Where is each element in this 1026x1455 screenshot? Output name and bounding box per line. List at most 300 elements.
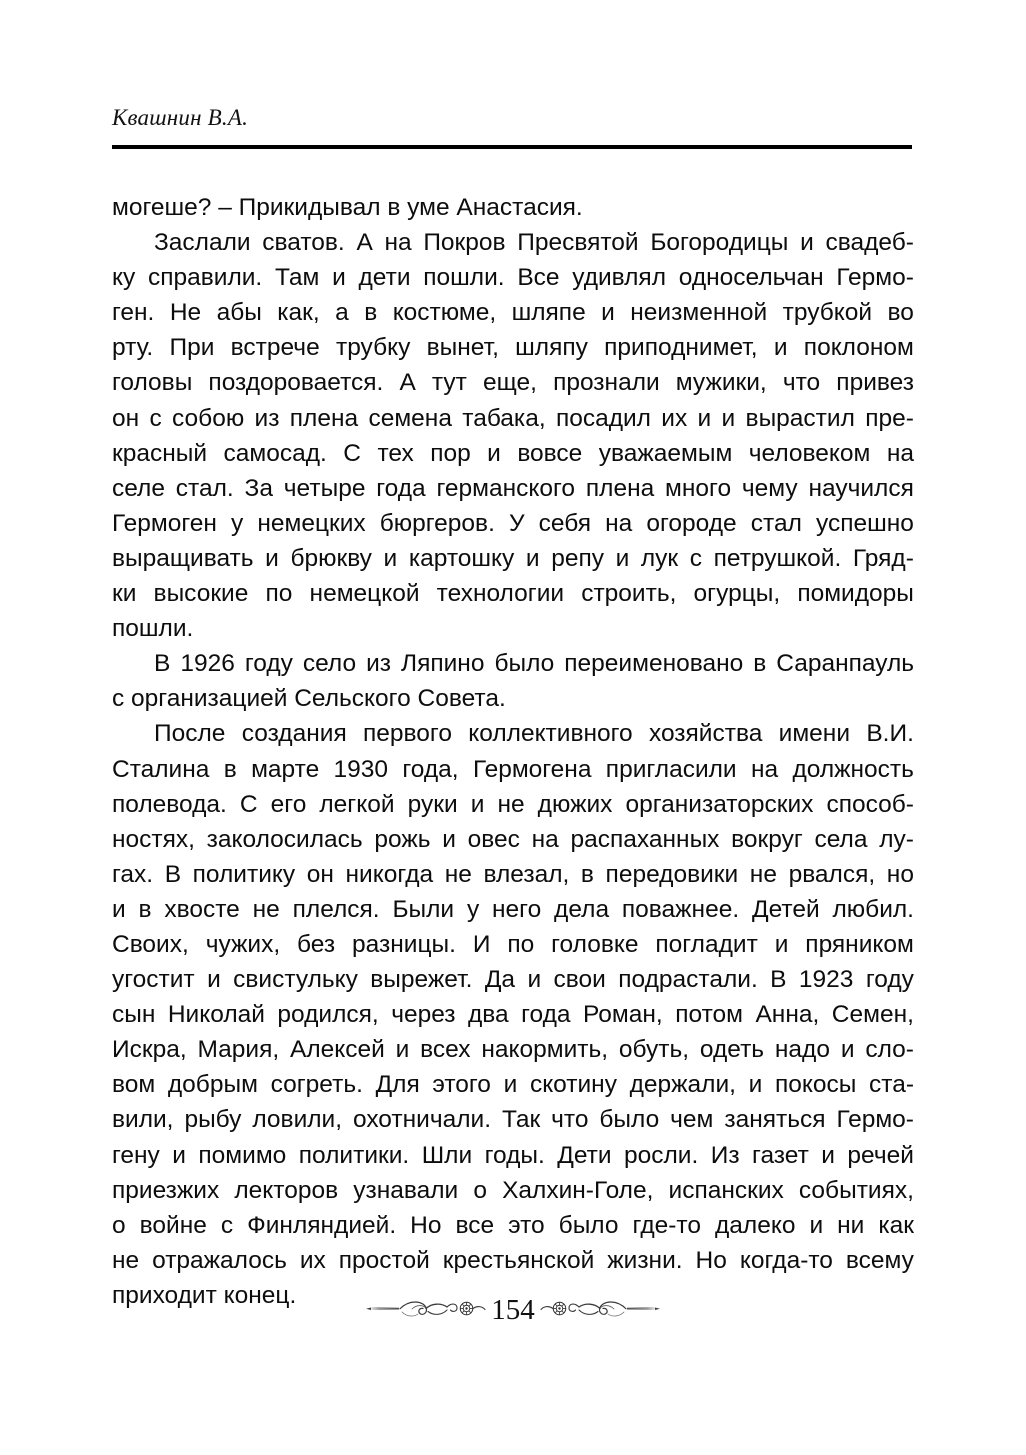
word: плелся.: [292, 895, 380, 923]
word: бюргеров.: [379, 509, 495, 537]
word: заняться: [724, 1106, 826, 1134]
word: крестьянской: [442, 1246, 595, 1274]
word: посадил: [555, 404, 651, 432]
word: и: [487, 439, 501, 467]
word: всему: [845, 1246, 914, 1274]
word: Детей: [751, 895, 820, 923]
word: из: [254, 404, 280, 432]
word: родился,: [277, 1001, 379, 1029]
word: Алексей: [290, 1036, 385, 1064]
word: два: [468, 1001, 509, 1029]
word: года: [376, 474, 426, 502]
text-line: [112, 401, 914, 436]
word: Были: [392, 895, 455, 923]
text-line: [112, 822, 914, 857]
word: это: [508, 1211, 545, 1239]
word: выращивать: [112, 544, 254, 572]
word: поздоровается.: [208, 369, 384, 397]
word: организаторских: [625, 790, 814, 818]
word: У: [508, 509, 525, 537]
word: картошку: [408, 544, 515, 572]
word: За: [244, 474, 273, 502]
word: сватов.: [262, 229, 345, 257]
word: Все: [517, 264, 560, 292]
word: ловили,: [252, 1106, 343, 1134]
word: Но: [410, 1211, 442, 1239]
word: Дети: [557, 1141, 612, 1169]
word: никогда: [345, 860, 434, 888]
word: технологии: [436, 580, 565, 608]
text-line: [112, 330, 914, 365]
word: и: [525, 544, 540, 572]
word: вырастил: [745, 404, 855, 432]
word: войне: [139, 1211, 207, 1239]
paragraph: [112, 225, 914, 646]
word: 1923: [798, 966, 854, 994]
word: строить,: [581, 580, 677, 608]
word: у: [466, 895, 480, 923]
word: При: [169, 334, 215, 362]
text-line: [112, 506, 914, 541]
word: коллективного: [468, 720, 633, 748]
word: трубку: [335, 334, 411, 362]
word: Заслали: [154, 229, 251, 257]
word: огурцы,: [693, 580, 781, 608]
word: уважаемым: [598, 439, 733, 467]
word: В: [154, 650, 171, 678]
word: ген.: [112, 299, 155, 327]
word: подрастали.: [618, 966, 758, 994]
word: Из: [710, 1141, 740, 1169]
word: способ-: [826, 790, 914, 818]
word: но: [886, 860, 914, 888]
word: событиях,: [798, 1176, 914, 1204]
word: успешно: [815, 509, 914, 537]
footer-ornament: [364, 1292, 662, 1326]
word: ностях,: [112, 825, 195, 853]
word: В: [164, 860, 182, 888]
word: Пресвятой: [517, 229, 639, 257]
word: село: [302, 650, 357, 678]
word: их: [299, 1246, 326, 1274]
word: ки: [112, 580, 137, 608]
word: имени: [778, 720, 851, 748]
word: росли.: [624, 1141, 699, 1169]
word: стал.: [175, 474, 234, 502]
word: на: [605, 509, 633, 537]
word: свои: [553, 966, 606, 994]
word: репу: [551, 544, 604, 572]
word: где-то: [632, 1211, 701, 1239]
word: лук: [640, 544, 679, 572]
word: было: [494, 650, 555, 678]
word: лу-: [879, 825, 914, 853]
word: рыбу: [184, 1106, 242, 1134]
text-line: [112, 997, 914, 1032]
text-line: [112, 471, 914, 506]
word: и: [503, 1071, 518, 1099]
word: и: [383, 544, 398, 572]
word: скотину: [529, 1071, 617, 1099]
word: Гермо-: [836, 1106, 914, 1134]
word: и: [800, 229, 814, 257]
word: табака,: [462, 404, 546, 432]
word: о: [473, 1176, 487, 1204]
word: и: [821, 1141, 835, 1169]
word: вырежет.: [370, 966, 473, 994]
word: красный: [112, 439, 208, 467]
word: пряником: [805, 930, 914, 958]
header-rule: [112, 145, 912, 149]
word: рту.: [112, 334, 154, 362]
word: держали,: [629, 1071, 736, 1099]
word: политику: [192, 860, 296, 888]
word: узнавали: [353, 1176, 459, 1204]
word: с: [149, 404, 162, 432]
word: дела: [554, 895, 610, 923]
word: годы.: [484, 1141, 545, 1169]
word: высокие: [153, 580, 249, 608]
word: В.И.: [866, 720, 914, 748]
word: и: [697, 404, 712, 432]
word: Богородицы: [650, 229, 789, 257]
word: шляпу: [515, 334, 588, 362]
word: помимо: [198, 1141, 287, 1169]
text-line: [112, 541, 914, 576]
word: на: [750, 755, 779, 783]
word: одеть: [699, 1036, 765, 1064]
text-line: [112, 1102, 914, 1137]
word: Искра,: [112, 1036, 187, 1064]
word: овес: [467, 825, 520, 853]
word: Не: [169, 299, 202, 327]
word: Николай: [167, 1001, 265, 1029]
word: году: [244, 650, 293, 678]
text-line: [112, 1067, 914, 1102]
word: газет: [752, 1141, 809, 1169]
word: трубкой: [782, 299, 873, 327]
word: и: [112, 895, 126, 923]
word: вили,: [112, 1106, 174, 1134]
running-head-author: Квашнин В.А.: [112, 105, 249, 130]
word: и: [615, 544, 630, 572]
word: себя: [538, 509, 592, 537]
word: Семен,: [831, 1001, 914, 1029]
word: его: [270, 790, 307, 818]
word: вынет,: [426, 334, 499, 362]
word: вом: [112, 1071, 156, 1099]
word: семена: [368, 404, 452, 432]
word: в: [138, 895, 152, 923]
word: чужих,: [205, 930, 281, 958]
word: году: [865, 966, 914, 994]
word: пре-: [865, 404, 914, 432]
word: и: [721, 404, 736, 432]
word: пошли.: [423, 264, 505, 292]
floral-flourish-left-icon: [364, 1292, 489, 1326]
word: и: [748, 1071, 763, 1099]
word: по: [265, 580, 293, 608]
word: как: [878, 1211, 914, 1239]
word: Финляндией.: [247, 1211, 397, 1239]
word: по: [507, 930, 535, 958]
word: Роман,: [583, 1001, 663, 1029]
word: Мария,: [197, 1036, 280, 1064]
word: охотничали.: [352, 1106, 492, 1134]
word: далеко: [715, 1211, 796, 1239]
word: много: [665, 474, 732, 502]
word: и: [774, 930, 789, 958]
word: испанских: [668, 1176, 784, 1204]
word: хозяйства: [648, 720, 763, 748]
text-line: [112, 225, 914, 260]
word: Гермогена: [472, 755, 592, 783]
word: сло-: [865, 1036, 914, 1064]
word: научился: [808, 474, 914, 502]
page-number: 154: [491, 1293, 535, 1326]
word: брюкву: [290, 544, 372, 572]
word: справили.: [147, 264, 263, 292]
word: В: [770, 966, 787, 994]
word: пригласили: [605, 755, 737, 783]
word: Там: [274, 264, 320, 292]
word: передовики: [605, 860, 739, 888]
text-line: [112, 1208, 914, 1243]
word: и: [601, 299, 615, 327]
word: А: [356, 229, 373, 257]
word: в: [364, 299, 378, 327]
word: С: [343, 439, 361, 467]
word: не: [749, 860, 777, 888]
word: человеком: [748, 439, 871, 467]
word: что: [782, 369, 821, 397]
floral-flourish-right-icon: [537, 1292, 662, 1326]
word: влезал,: [483, 860, 570, 888]
text-line: [112, 646, 914, 681]
word: было: [558, 1211, 619, 1239]
word: с: [220, 1211, 234, 1239]
word: приподнимет,: [604, 334, 758, 362]
word: руки: [407, 790, 458, 818]
word: и: [840, 1036, 855, 1064]
word: разницы.: [352, 930, 456, 958]
word: должность: [792, 755, 914, 783]
word: поважнее.: [621, 895, 740, 923]
text-line: [112, 1173, 914, 1208]
word: помидоры: [797, 580, 914, 608]
word: и: [442, 825, 456, 853]
word: приезжих: [112, 1176, 220, 1204]
word: дюжих: [537, 790, 613, 818]
word: все: [455, 1211, 495, 1239]
word: а: [335, 299, 349, 327]
word: и: [332, 264, 346, 292]
word: абы: [216, 299, 262, 327]
word: неизменной: [630, 299, 768, 327]
text-line: [112, 892, 914, 927]
word: не: [444, 860, 472, 888]
word: и: [265, 544, 279, 572]
word: Для: [375, 1071, 420, 1099]
word: и: [527, 966, 542, 994]
word: стал: [750, 509, 802, 537]
word: огороде: [646, 509, 737, 537]
running-head: [112, 103, 912, 133]
word: Анна,: [755, 1001, 820, 1029]
word: полевода.: [112, 790, 227, 818]
word: чем: [670, 1106, 714, 1134]
page-footer: [0, 1292, 1026, 1326]
word: Шли: [421, 1141, 473, 1169]
word: когда-то: [739, 1246, 833, 1274]
word: не: [112, 1246, 140, 1274]
word: Саранпауль: [776, 650, 914, 678]
word: Гермо-: [836, 264, 914, 292]
word: Но: [695, 1246, 727, 1274]
word: чему: [741, 474, 798, 502]
word: удивлял: [572, 264, 666, 292]
word: мужики,: [675, 369, 767, 397]
word: как,: [277, 299, 320, 327]
text-line: [112, 1032, 914, 1067]
word: через: [391, 1001, 456, 1029]
page-body-text: [112, 190, 914, 1313]
word: во: [887, 299, 914, 327]
word: Покров: [423, 229, 506, 257]
text-line: [112, 1243, 914, 1278]
word: без: [297, 930, 336, 958]
word: и: [395, 1036, 410, 1064]
word: он: [112, 404, 140, 432]
word: рвался,: [788, 860, 876, 888]
word: привез: [836, 369, 914, 397]
word: четыре: [283, 474, 366, 502]
word: самосад.: [223, 439, 327, 467]
word: было: [599, 1106, 660, 1134]
word: А: [399, 369, 416, 397]
text-line: [112, 716, 914, 751]
paragraph: [112, 646, 914, 716]
word: С: [239, 790, 258, 818]
word: Ляпино: [401, 650, 485, 678]
word: и: [172, 1141, 186, 1169]
word: Да: [484, 966, 516, 994]
text-line: [112, 260, 914, 295]
text-line: [112, 295, 914, 330]
word: Сталина: [112, 755, 210, 783]
word: 1930: [333, 755, 389, 783]
word: заколосилась: [206, 825, 363, 853]
word: головы: [112, 369, 193, 397]
word: ку: [112, 264, 136, 292]
word: плена: [585, 474, 655, 502]
word: вовсе: [517, 439, 583, 467]
word: простой: [338, 1246, 430, 1274]
word: о: [112, 1211, 126, 1239]
word: собою: [172, 404, 245, 432]
text-line: [112, 752, 914, 787]
word: пор: [430, 439, 471, 467]
word: переименовано: [564, 650, 744, 678]
word: лекторов: [234, 1176, 339, 1204]
word: погладит: [655, 930, 758, 958]
word: односельчан: [678, 264, 824, 292]
word: головке: [551, 930, 639, 958]
word: гену: [112, 1141, 160, 1169]
word: в: [580, 860, 594, 888]
word: и: [809, 1211, 824, 1239]
word: тех: [377, 439, 414, 467]
word: сын: [112, 1001, 156, 1029]
word: гах.: [112, 860, 154, 888]
word: плена: [289, 404, 359, 432]
word: легкой: [319, 790, 395, 818]
word: в: [753, 650, 767, 678]
word: жизни.: [607, 1246, 683, 1274]
word: года: [521, 1001, 571, 1029]
word: петрушкой.: [713, 544, 842, 572]
word: поклоном: [803, 334, 914, 362]
word: марте: [251, 755, 320, 783]
text-line: с организацией Сельского Совета.: [112, 685, 506, 713]
word: встрече: [230, 334, 320, 362]
word: вокруг: [731, 825, 803, 853]
word: хвосте: [164, 895, 240, 923]
word: немецких: [257, 509, 366, 537]
word: года,: [402, 755, 459, 783]
word: не: [497, 790, 525, 818]
word: всех: [420, 1036, 471, 1064]
text-line: [112, 1138, 914, 1173]
word: у: [231, 509, 244, 537]
word: ни: [837, 1211, 865, 1239]
word: на: [531, 825, 559, 853]
word: костюме,: [392, 299, 497, 327]
word: этого: [432, 1071, 491, 1099]
text-line: [112, 787, 914, 822]
word: на: [886, 439, 914, 467]
word: их: [661, 404, 688, 432]
word: потом: [675, 1001, 743, 1029]
text-line: приходит конец.: [112, 1281, 297, 1309]
paragraph: [112, 716, 914, 1313]
word: Гермоген: [112, 509, 217, 537]
word: и: [773, 334, 788, 362]
word: согреть.: [270, 1071, 363, 1099]
word: он: [306, 860, 334, 888]
word: И: [472, 930, 491, 958]
word: немецкой: [309, 580, 420, 608]
word: села: [814, 825, 868, 853]
word: политики.: [298, 1141, 410, 1169]
word: Так: [501, 1106, 541, 1134]
word: шляпе: [511, 299, 586, 327]
text-line: могеше? – Прикидывал в уме Анастасия.: [112, 194, 583, 221]
word: свистульку: [233, 966, 358, 994]
word: Гряд-: [852, 544, 914, 572]
word: отражалось: [152, 1246, 287, 1274]
word: После: [154, 720, 226, 748]
word: Халхин-Голе,: [502, 1176, 654, 1204]
word: создания: [241, 720, 347, 748]
word: и: [207, 966, 221, 994]
text-line: [112, 927, 914, 962]
word: накормить,: [481, 1036, 609, 1064]
text-line: пошли.: [112, 615, 194, 643]
word: в: [223, 755, 237, 783]
text-line: [112, 576, 914, 611]
word: на: [384, 229, 412, 257]
